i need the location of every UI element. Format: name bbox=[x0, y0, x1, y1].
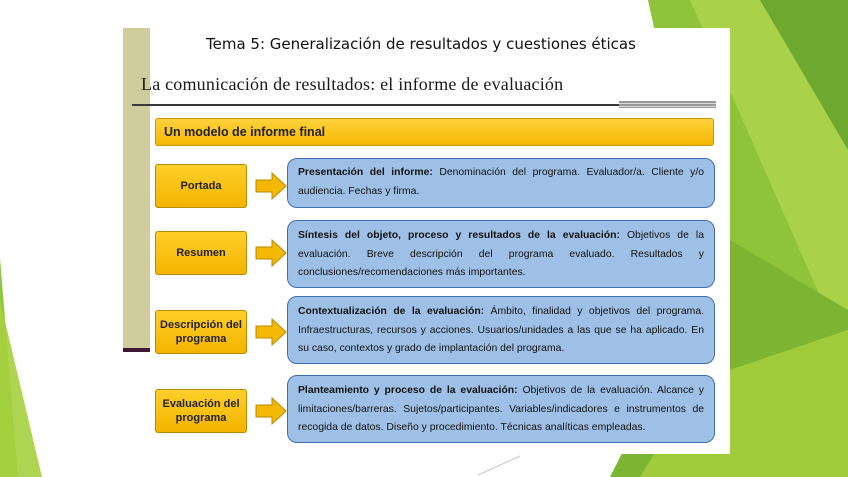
heading-rule bbox=[132, 104, 619, 106]
section-title: Presentación del informe: bbox=[298, 167, 433, 178]
slide-sidebar-base bbox=[123, 348, 150, 352]
heading-rule-accent bbox=[619, 101, 716, 108]
section-label-evaluacion: Evaluación del programa bbox=[155, 389, 247, 433]
section-title: Síntesis del objeto, proceso y resultados de la evaluación: bbox=[298, 230, 620, 241]
section-label-descripcion: Descripción del programa bbox=[155, 310, 247, 354]
section-text: Denominación del programa. Evaluador/a. Cliente y/o audiencia. Fechas y firma. bbox=[298, 167, 704, 197]
arrow-right-icon bbox=[255, 171, 288, 201]
arrow-right-icon bbox=[255, 317, 288, 347]
section-description-descripcion bbox=[287, 296, 715, 364]
section-description-resumen bbox=[287, 220, 715, 288]
section-text: Objetivos de la evaluación. Alcance y limitaciones/barreras. Sujetos/participantes. Variables/indicadores e instrumentos de recogida de datos. Diseño y procedimiento. Técnicas analíticas empleadas. bbox=[298, 385, 704, 433]
section-label-resumen: Resumen bbox=[155, 231, 247, 275]
slide-title: Tema 5: Generalización de resultados y cuestiones éticas bbox=[206, 35, 636, 53]
section-description-portada bbox=[287, 158, 715, 208]
section-label-portada: Portada bbox=[155, 164, 247, 208]
model-banner: Un modelo de informe final bbox=[155, 118, 714, 146]
slide-heading: La comunicación de resultados: el informe de evaluación bbox=[141, 74, 564, 94]
section-title: Planteamiento y proceso de la evaluación: bbox=[298, 385, 518, 396]
section-title: Contextualización de la evaluación: bbox=[298, 306, 485, 317]
section-text: Objetivos de la evaluación. Breve descripción del programa evaluado. Resultados y conclusiones/recomendaciones más importantes. bbox=[298, 230, 704, 278]
section-text: Ámbito, finalidad y objetivos del programa. Infraestructuras, recursos y acciones. Usuarios/unidades a las que se ha aplicado. En su caso, contextos y grado de implantación del programa. bbox=[298, 306, 704, 354]
section-description-evaluacion bbox=[287, 375, 715, 443]
arrow-right-icon bbox=[255, 396, 288, 426]
arrow-right-icon bbox=[255, 238, 288, 268]
